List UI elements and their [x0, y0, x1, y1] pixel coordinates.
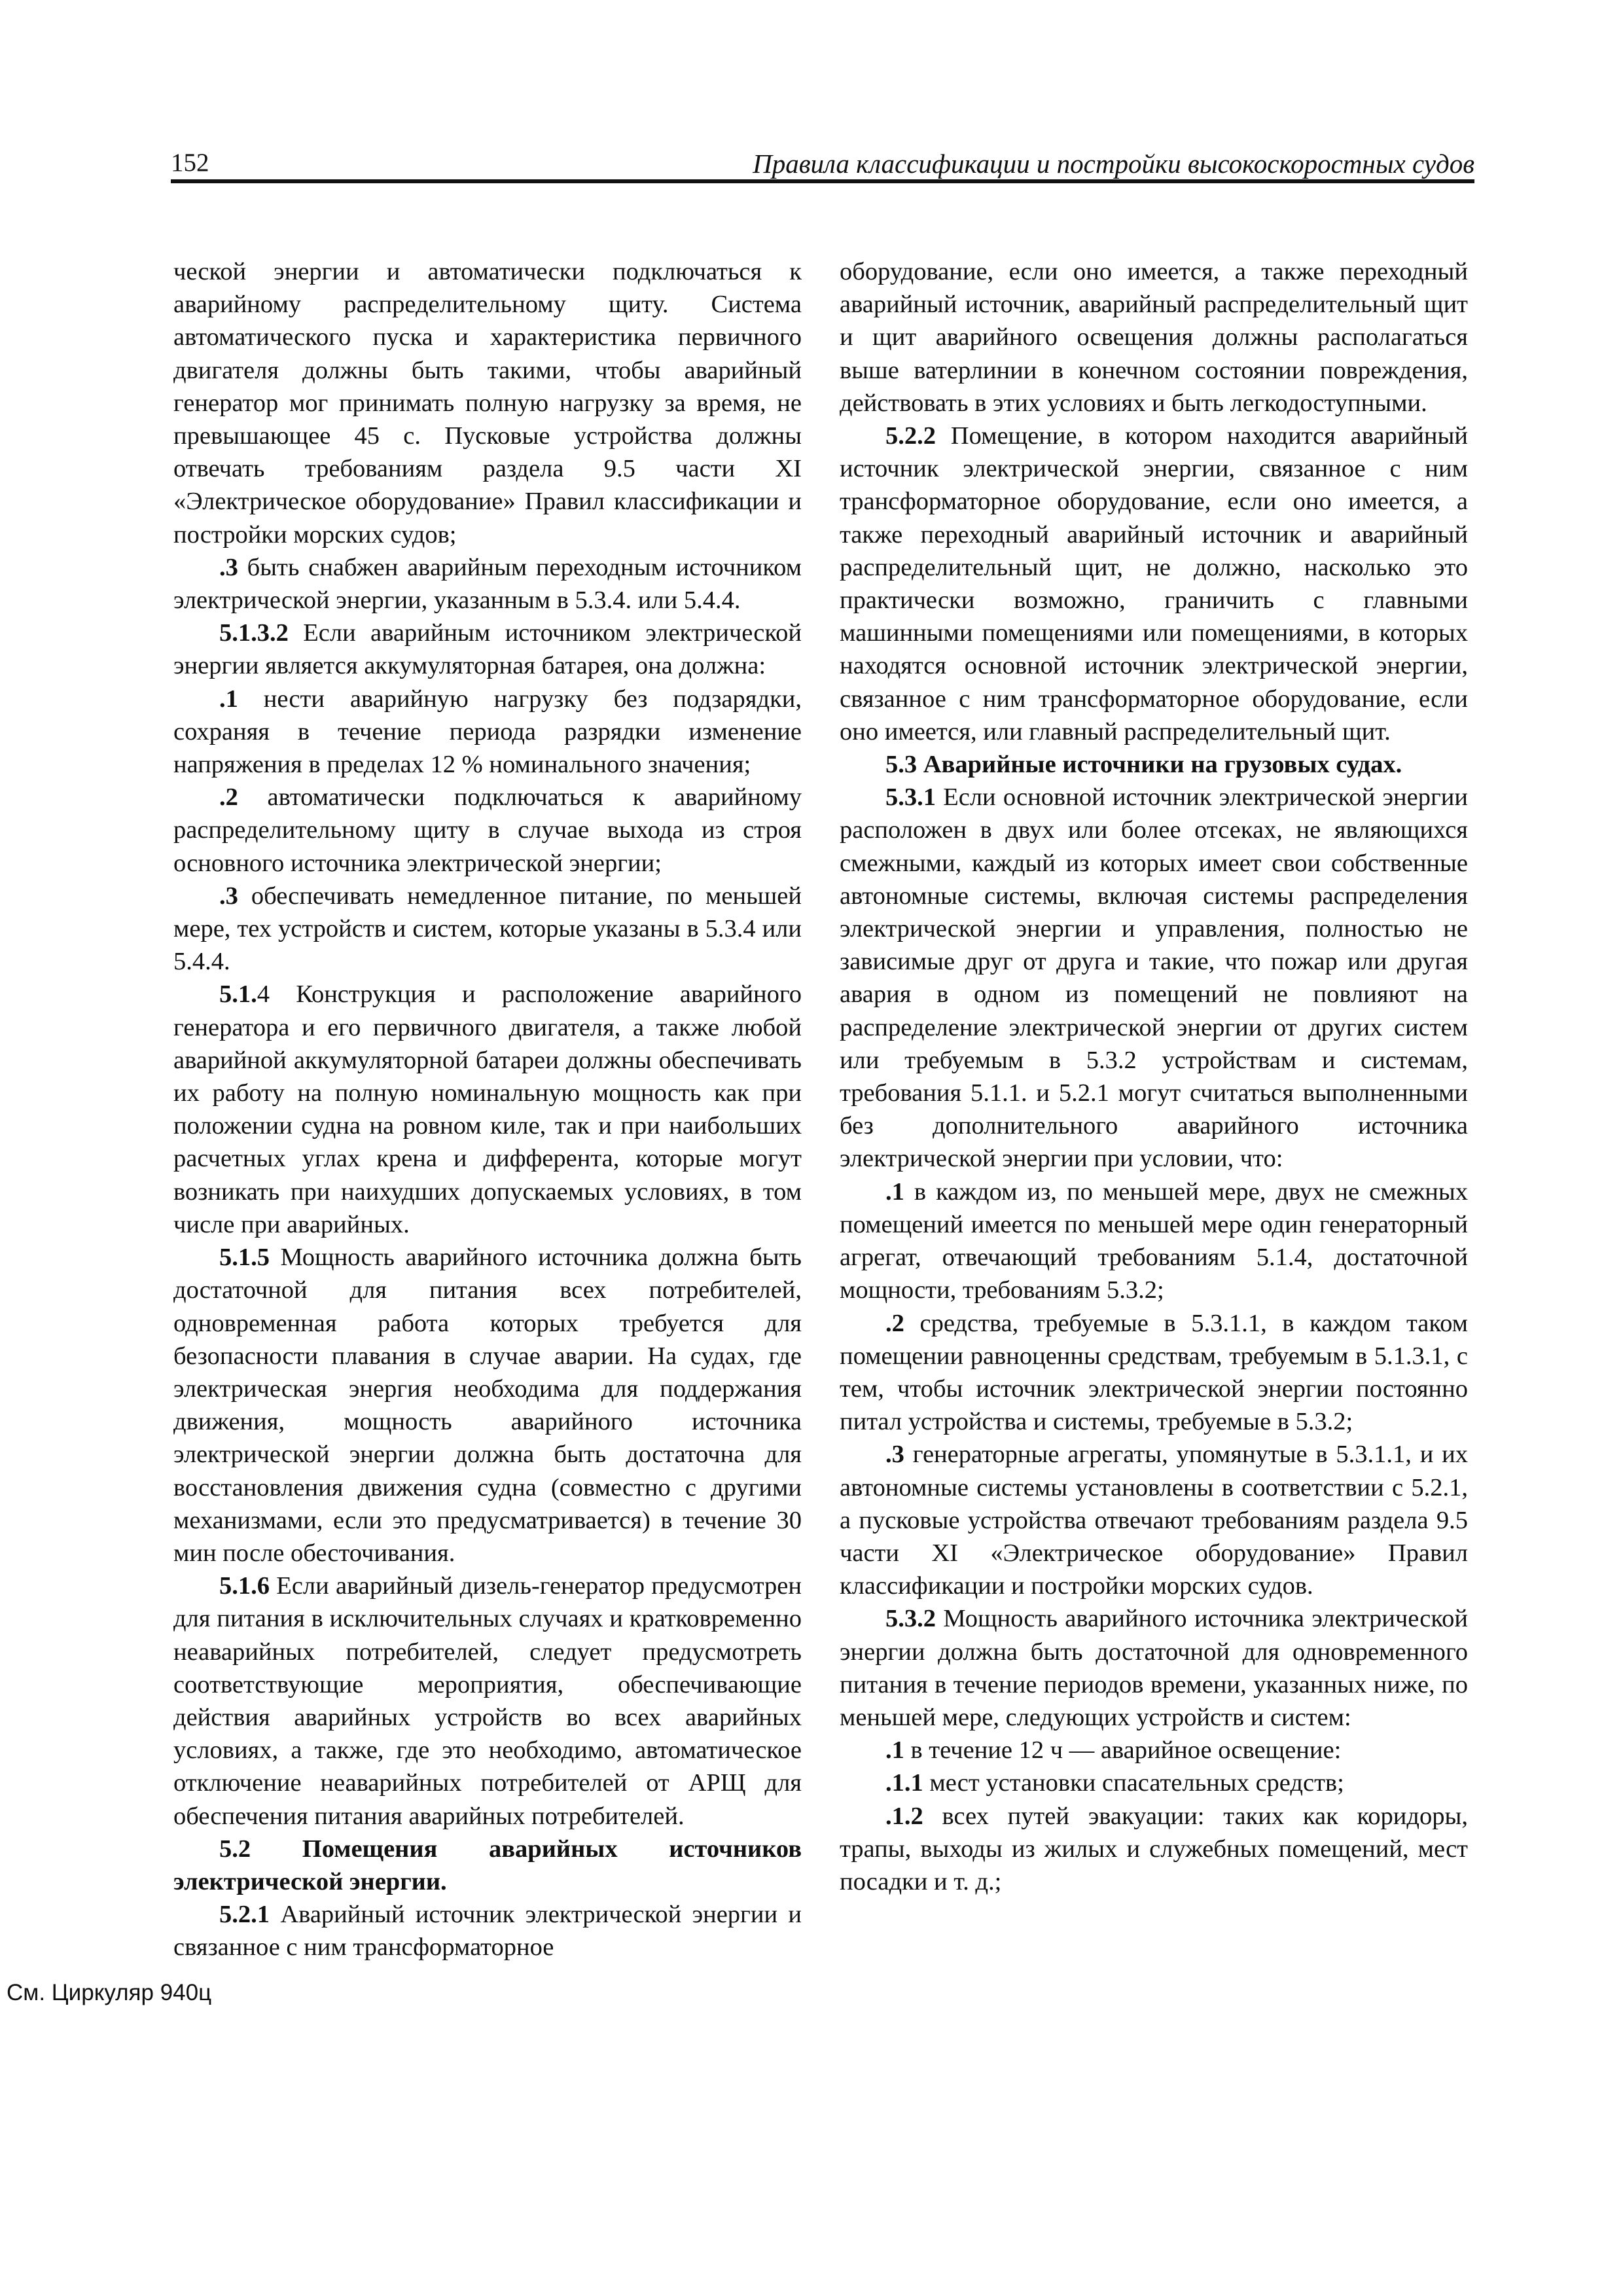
paragraph: 5.1.3.2 Если аварийным источником электрической энергии является аккумуляторная батарея, она должна:: [173, 619, 802, 680]
paragraph: .1 нести аварийную нагрузку без подзарядки, сохраняя в течение периода разрядки изменение напряжения в пределах 12 % номинального значения;: [173, 685, 802, 779]
paragraph: ческой энергии и автоматически подключаться к аварийному распределительному щиту. Система автоматического пуска и характеристика первичного двигателя должны быть такими, чтобы аварийный генератор мог принимать полную нагрузку за время, не превышающее 45 с. Пусковые устройства должны отвечать требованиям раздела 9.5 части XI «Электрическое оборудование» Правил классификации и постройки морских судов;: [173, 258, 802, 548]
section-heading: 5.3 Аварийные источники на грузовых судах.: [885, 751, 1402, 779]
paragraph: .1 в течение 12 ч — аварийное освещение:: [885, 1736, 1342, 1765]
paragraph: 5.2.1 Аварийный источник электрической энергии и связанное с ним трансформаторное: [173, 1901, 802, 1962]
paragraph: .2 средства, требуемые в 5.3.1.1, в каждом таком помещении равноценны средствам, требуемым в 5.1.3.1, с тем, чтобы источник электрической энергии постоянно питал устройства и системы, требуемые в 5.3.2;: [840, 1309, 1468, 1436]
section-heading: 5.2 Помещения аварийных источников электрической энергии.: [173, 1835, 802, 1895]
paragraph: 5.3.1 Если основной источник электрической энергии расположен в двух или более отсеках, не являющихся смежными, каждый из которых имеет свои собственные автономные системы, включая системы распределения электрической энергии и управления, полностью не зависимые друг от друга и такие, что пожар или другая авария в одном из помещений не повлияют на распределение электрической энергии от других систем или требуемым в 5.3.2 устройствам и системам, требования 5.1.1. и 5.2.1 могут считаться выполненными без дополнительного аварийного источника электрической энергии при условии, что:: [840, 783, 1468, 1173]
paragraph: .1.1 мест установки спасательных средств;: [885, 1769, 1344, 1797]
paragraph: .1 в каждом из, по меньшей мере, двух не смежных помещений имеется по меньшей мере один генераторный агрегат, отвечающий требованиям 5.1.4, достаточной мощности, требованиям 5.3.2;: [840, 1177, 1468, 1304]
margin-note: См. Циркуляр 940ц: [7, 1980, 212, 2005]
paragraph: 5.1.6 Если аварийный дизель-генератор предусмотрен для питания в исключительных случаях и кратковременно неаварийных потребителей, следует предусмотреть соответствующие мероприятия, обеспечивающие действия аварийных устройств во всех аварийных условиях, а также, где это необходимо, автоматическое отключение неаварийных потребителей от АРЩ для обеспечения питания аварийных потребителей.: [173, 1572, 802, 1830]
paragraph: .1.2 всех путей эвакуации: таких как коридоры, трапы, выходы из жилых и служебных помещений, мест посадки и т. д.;: [840, 1802, 1468, 1895]
header-rule: [171, 179, 1474, 183]
paragraph: оборудование, если оно имеется, а также переходный аварийный источник, аварийный распределительный щит и щит аварийного освещения должны располагаться выше ватерлинии в конечном состоянии повреждения, действовать в этих условиях и быть легкодоступными.: [840, 258, 1468, 417]
paragraph: 5.1.4 Конструкция и расположение аварийного генератора и его первичного двигателя, а также любой аварийной аккумуляторной батареи должны обеспечивать их работу на полную номинальную мощность как при положении судна на ровном киле, так и при наибольших расчетных углах крена и дифферента, которые могут возникать при наихудших допускаемых условиях, в том числе при аварийных.: [173, 980, 802, 1238]
paragraph: 5.1.5 Мощность аварийного источника должна быть достаточной для питания всех потребителей, одновременная работа которых требуется для безопасности плавания в случае аварии. На судах, где электрическая энергия необходима для поддержания движения, мощность аварийного источника электрической энергии должна быть достаточна для восстановления движения судна (совместно с другими механизмами, если это предусматривается) в течение 30 мин после обесточивания.: [173, 1244, 802, 1567]
paragraph: .3 обеспечивать немедленное питание, по меньшей мере, тех устройств и систем, которые указаны в 5.3.4 или 5.4.4.: [173, 882, 802, 976]
paragraph: .2 автоматически подключаться к аварийному распределительному щиту в случае выхода из строя основного источника электрической энергии;: [173, 783, 802, 877]
running-title: Правила классификации и постройки высокоскоростных судов: [753, 149, 1474, 179]
right-column: [840, 255, 1468, 1898]
paragraph: 5.3.2 Мощность аварийного источника электрической энергии должна быть достаточной для одновременного питания в течение периодов времени, указанных ниже, по меньшей мере, следующих устройств и систем:: [840, 1605, 1468, 1731]
page-number: 152: [171, 149, 209, 177]
page-header: [171, 139, 1474, 178]
paragraph: .3 быть снабжен аварийным переходным источником электрической энергии, указанным в 5.3.4. или 5.4.4.: [173, 553, 802, 615]
paragraph: .3 генераторные агрегаты, упомянутые в 5.3.1.1, и их автономные системы установлены в соответствии с 5.2.1, а пусковые устройства отвечают требованиям раздела 9.5 части XI «Электрическое оборудование» Правил классификации и постройки морских судов.: [840, 1441, 1468, 1600]
paragraph: 5.2.2 Помещение, в котором находится аварийный источник электрической энергии, связанное с ним трансформаторное оборудование, если оно имеется, а также переходный аварийный источник и аварийный распределительный щит, не должно, насколько это практически возможно, граничить с главными машинными помещениями или помещениями, в которых находятся основной источник электрической энергии, связанное с ним трансформаторное оборудование, если оно имеется, или главный распределительный щит.: [840, 422, 1468, 745]
left-column: [173, 255, 802, 1964]
